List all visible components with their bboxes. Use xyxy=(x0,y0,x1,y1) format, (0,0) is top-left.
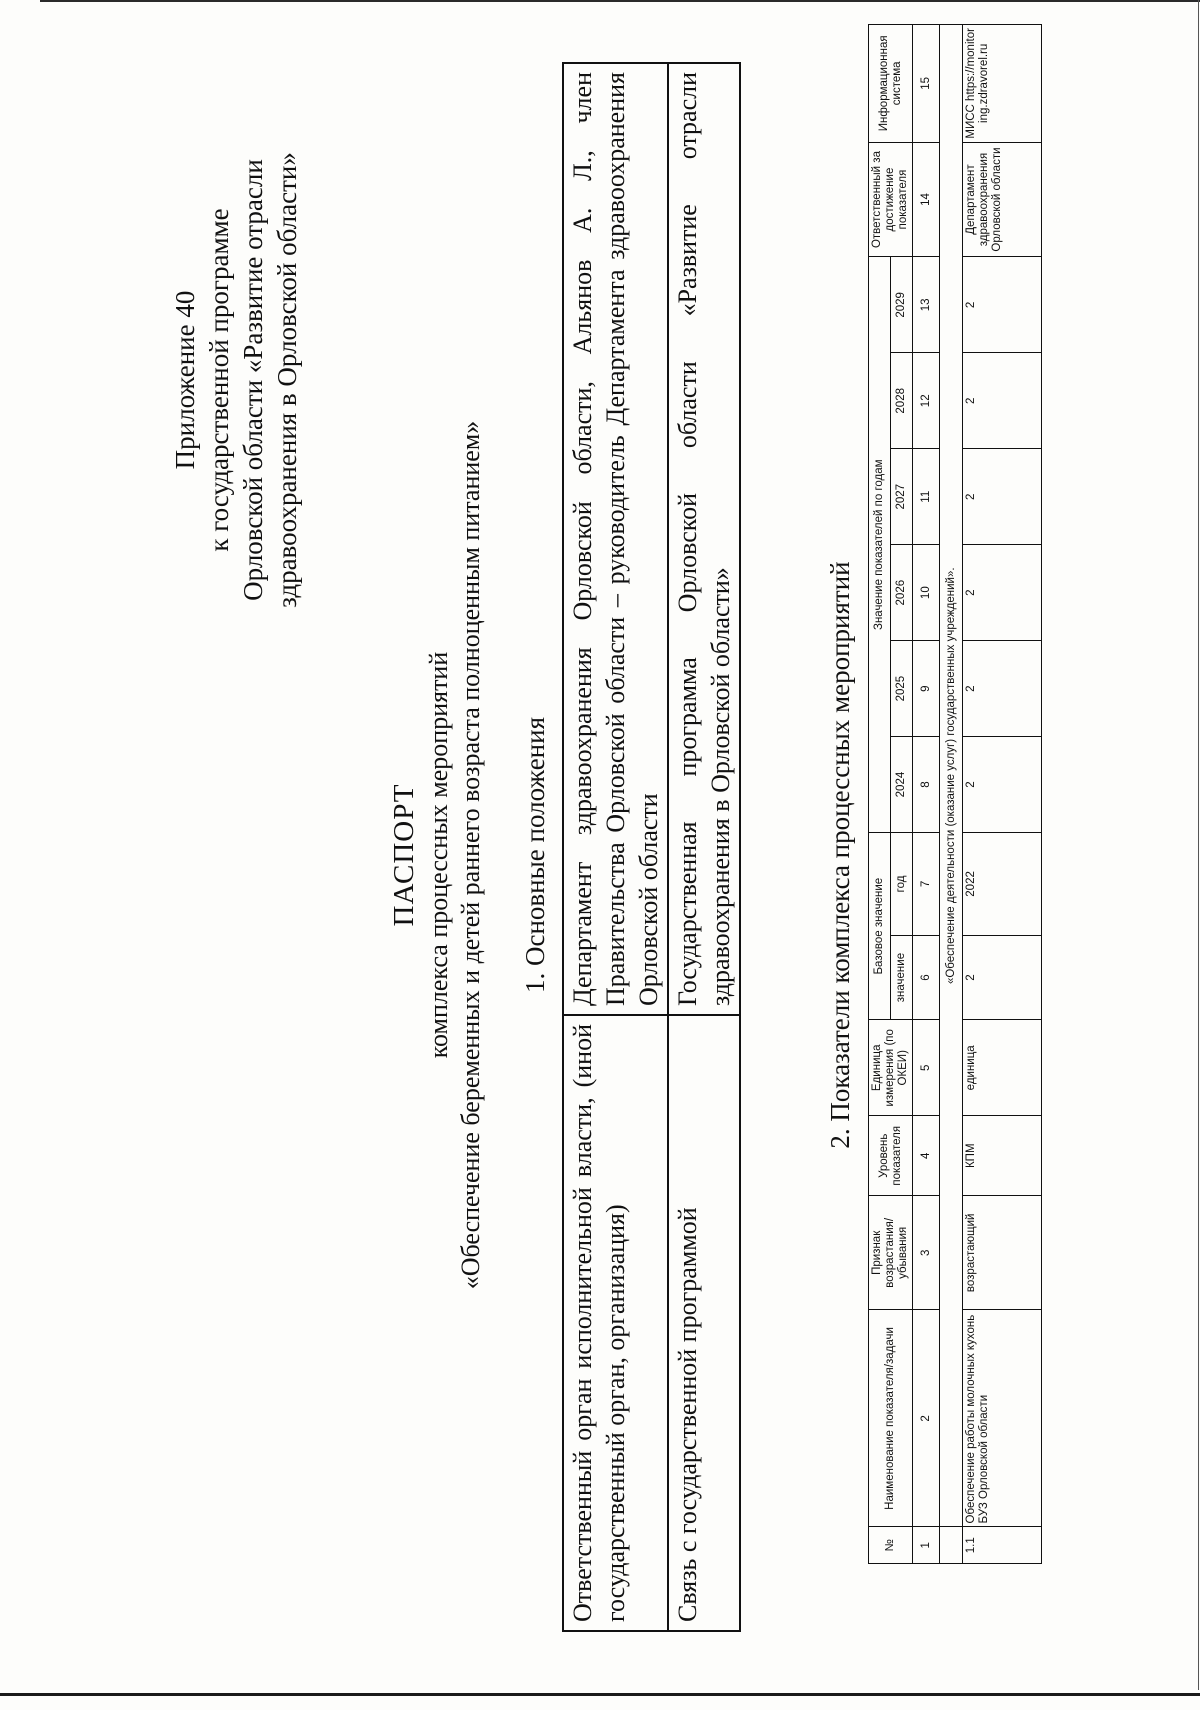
row-value-2029: 2 xyxy=(963,257,1042,353)
header-base-year: год xyxy=(891,833,913,936)
column-number: 4 xyxy=(913,1116,940,1196)
row-value-2026: 2 xyxy=(963,545,1042,641)
header-responsible: Ответственный за достижение показателя xyxy=(869,142,913,257)
row-no: 1.1 xyxy=(963,1527,1042,1564)
table-row xyxy=(563,63,668,1631)
table-row xyxy=(963,25,1042,1564)
table-header-row xyxy=(869,25,891,1564)
header-sign: Признак возрастания/ убывания xyxy=(869,1196,913,1310)
header-year: 2029 xyxy=(891,257,913,353)
appendix-line: здравоохранения в Орловской области» xyxy=(272,152,302,608)
header-name: Наименование показателя/задачи xyxy=(869,1310,913,1527)
column-number: 10 xyxy=(913,545,940,641)
column-number: 11 xyxy=(913,449,940,545)
header-unit: Единица измерения (по ОКЕИ) xyxy=(869,1020,913,1116)
appendix-number: Приложение 40 xyxy=(170,290,200,470)
header-base: Базовое значение xyxy=(869,833,891,1020)
appendix-line: Орловской области «Развитие отрасли xyxy=(238,159,268,601)
row-responsible: Департамент здравоохранения Орловской области xyxy=(963,142,1042,257)
row-value-2024: 2 xyxy=(963,737,1042,833)
header-level: Уровень показателя xyxy=(869,1116,913,1196)
column-number: 3 xyxy=(913,1196,940,1310)
header-info-system: Информационная система xyxy=(869,25,913,143)
column-number: 2 xyxy=(913,1310,940,1527)
row-level: КПМ xyxy=(963,1116,1042,1196)
provision-key: Связь с государственной программой xyxy=(668,1015,740,1631)
column-number-row xyxy=(913,25,940,1564)
section-title-main-provisions: 1. Основные положения xyxy=(520,717,550,993)
column-number: 15 xyxy=(913,25,940,143)
indicators-table xyxy=(868,24,1042,1564)
header-values-by-year: Значение показателей по годам xyxy=(869,257,891,833)
provision-value: Департамент здравоохранения Орловской области, Альянов А. Л., член Правительства Орловской области – руководитель Департамента здравоохранения Орловской области xyxy=(563,63,668,1015)
header-year: 2025 xyxy=(891,641,913,737)
row-value-2027: 2 xyxy=(963,449,1042,545)
passport-name: «Обеспечение беременных и детей раннего возраста полноценным питанием» xyxy=(456,420,485,1290)
column-number: 7 xyxy=(913,833,940,936)
group-row xyxy=(940,25,963,1564)
row-name: Обеспечение работы молочных кухонь БУЗ Орловской области xyxy=(963,1310,1042,1527)
column-number: 13 xyxy=(913,257,940,353)
column-number: 12 xyxy=(913,353,940,449)
main-provisions-table xyxy=(562,62,741,1632)
row-unit: единица xyxy=(963,1020,1042,1116)
table-row xyxy=(668,63,740,1631)
header-year: 2024 xyxy=(891,737,913,833)
row-base-value: 2 xyxy=(963,935,1042,1020)
column-number: 8 xyxy=(913,737,940,833)
header-year: 2026 xyxy=(891,545,913,641)
passport-subtitle: комплекса процессных мероприятий xyxy=(424,651,453,1059)
appendix-line: к государственной программе xyxy=(204,208,234,552)
section-title-indicators: 2. Показатели комплекса процессных мероприятий xyxy=(825,561,855,1149)
appendix-header xyxy=(168,100,304,660)
row-value-2028: 2 xyxy=(963,353,1042,449)
provision-value: Государственная программа Орловской области «Развитие отрасли здравоохранения в Орловской области» xyxy=(668,63,740,1015)
column-number: 6 xyxy=(913,935,940,1020)
column-number: 14 xyxy=(913,142,940,257)
column-number: 9 xyxy=(913,641,940,737)
provision-key: Ответственный орган исполнительной власти, (иной государственный орган, организация) xyxy=(563,1015,668,1631)
group-title: «Обеспечение деятельности (оказание услуг) государственных учреждений». xyxy=(940,25,963,1527)
document-title xyxy=(385,240,487,1470)
header-base-value: значение xyxy=(891,935,913,1020)
header-year: 2027 xyxy=(891,449,913,545)
row-base-year: 2022 xyxy=(963,833,1042,936)
column-number: 5 xyxy=(913,1020,940,1116)
row-value-2025: 2 xyxy=(963,641,1042,737)
header-no: № xyxy=(869,1527,913,1564)
column-number: 1 xyxy=(913,1527,940,1564)
header-year: 2028 xyxy=(891,353,913,449)
passport-heading: ПАСПОРТ xyxy=(388,783,420,927)
row-info-system: МИСС https://monitoring.zdravorel.ru xyxy=(963,25,1042,143)
row-sign: возрастающий xyxy=(963,1196,1042,1310)
